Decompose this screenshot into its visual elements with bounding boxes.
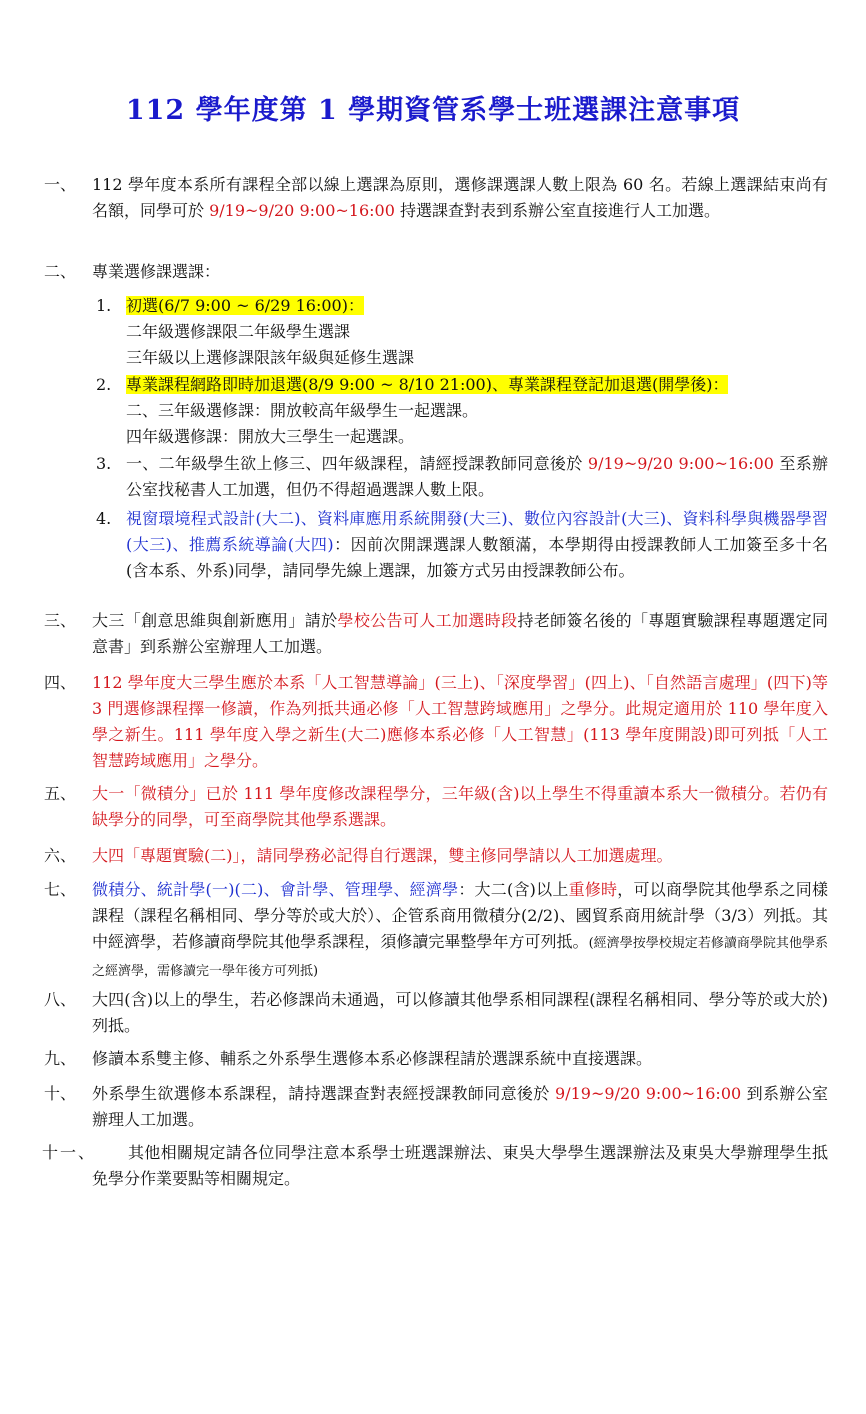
sub-number: 4. xyxy=(96,509,112,528)
date-range: 9/19~9/20 9:00~16:00 xyxy=(555,1084,742,1103)
course-list: 視窗環境程式設計(大二)、資料庫應用系統開發(大三)、數位內容設計(大三)、資料科學與機器學習(大三)、推薦系統導論(大四) xyxy=(126,509,828,554)
page-title: 112 學年度第 1 學期資管系學士班選課注意事項 xyxy=(125,95,741,126)
section-text xyxy=(92,877,828,985)
section-marker: 五、 xyxy=(44,784,77,803)
text-segment: 其他相關規定請各位同學注意本系學士班選課辦法、東吳大學學生選課辦法及東吳大學辦理學生抵免學分作業要點等相關規定。 xyxy=(92,1143,828,1188)
sub-number: 2. xyxy=(96,375,112,394)
section-text: 專業選修課選課： xyxy=(92,262,221,281)
section-text xyxy=(92,987,828,1039)
section-marker: 四、 xyxy=(44,673,77,692)
section-text xyxy=(92,1140,828,1192)
text-segment: ：因前次開課選課人數額滿，本學期得由授課教師人工加簽至多十名(含本系、外系)同學，請同學先線上選課，加簽方式另由授課教師公布。 xyxy=(126,535,828,580)
section-text xyxy=(92,1081,828,1133)
text-segment: 112 學年度本系所有課程全部以線上選課為原則，選修課選課人數上限為 60 名。若線上選課結束尚有名額，同學可於 xyxy=(92,175,828,220)
text-segment: 112 學年度大三學生應於本系「人工智慧導論」(三上)、「深度學習」(四上)、「自然語言處理」(四下)等 3 門選修課程擇一修讀，作為列抵共通必修「人工智慧跨域應用」之學分。此規定適用於 110 學年度入學之新生。111 學年度入學之新生(大二)應修本系必修「人工智慧」(113 學年度開設)即可列抵「人工智慧跨域應用」之學分。 xyxy=(92,673,828,770)
text-segment: 至系辦公室找秘書人工加選，但仍不得超過選課人數上限。 xyxy=(126,454,828,499)
sub-line: 四年級選修課：開放大三學生一起選課。 xyxy=(126,427,415,446)
text-segment: 大一「微積分」已於 111 學年度修改課程學分，三年級(含)以上學生不得重讀本系大一微積分。若仍有缺學分的同學，可至商學院其他學系選課。 xyxy=(92,784,828,829)
section-text xyxy=(92,843,828,869)
sub-number: 1. xyxy=(96,296,112,315)
highlighted-heading: 專業課程網路即時加退選(8/9 9:00 ~ 8/10 21:00)、專業課程登記加退選(開學後)： xyxy=(126,375,729,394)
section-marker: 六、 xyxy=(44,846,77,865)
date-range: 9/19~9/20 9:00~16:00 xyxy=(209,201,395,220)
text-segment: 外系學生欲選修本系課程，請持選課查對表經授課教師同意後於 xyxy=(92,1084,556,1103)
highlighted-heading: 初選(6/7 9:00 ~ 6/29 16:00)： xyxy=(126,296,364,315)
course-list: 微積分、統計學(一)(二)、會計學、管理學、經濟學 xyxy=(92,880,459,899)
date-range: 9/19~9/20 9:00~16:00 xyxy=(587,454,774,473)
section-marker: 十、 xyxy=(44,1084,77,1103)
text-segment: ：大二(含)以上 xyxy=(458,880,569,899)
text-segment: 大四「專題實驗(二)」，請同學務必記得自行選課，雙主修同學請以人工加選處理。 xyxy=(92,846,673,865)
section-text xyxy=(92,781,828,833)
section-marker: 一、 xyxy=(44,175,77,194)
section-marker: 十一、 xyxy=(42,1143,97,1162)
text-segment: 持選課查對表到系辦公室直接進行人工加選。 xyxy=(394,201,720,220)
section-text xyxy=(92,1046,828,1072)
sub-line: 二、三年級選修課：開放較高年級學生一起選課。 xyxy=(126,401,479,420)
sub-text xyxy=(126,506,828,584)
text-segment: 大三「創意思維與創新應用」請於 xyxy=(92,611,338,630)
highlight-text: 學校公告可人工加選時段 xyxy=(337,611,518,630)
sub-line: 二年級選修課限二年級學生選課 xyxy=(126,322,351,341)
section-marker: 三、 xyxy=(44,611,77,630)
highlight-text: 重修時 xyxy=(568,880,618,899)
section-text xyxy=(92,172,828,224)
sub-text xyxy=(126,372,828,450)
text-segment: 到系辦公室辦理人工加選。 xyxy=(92,1084,828,1129)
text-segment: ，可以商學院其他學系之同樣課程（課程名稱相同、學分等於或大於）、企管系商用微積分(2/2)、國貿系商用統計學（3/3）列抵。其中經濟學，若修讀商學院其他學系課程，須修讀完畢整學年方可列抵。 xyxy=(92,880,828,951)
sub-line: 三年級以上選修課限該年級與延修生選課 xyxy=(126,348,415,367)
section-text xyxy=(92,608,828,660)
section-marker: 二、 xyxy=(44,262,77,281)
sub-text xyxy=(126,293,828,371)
text-segment: 一、二年級學生欲上修三、四年級課程，請經授課教師同意後於 xyxy=(126,454,588,473)
text-segment: 修讀本系雙主修、輔系之外系學生選修本系必修課程請於選課系統中直接選課。 xyxy=(92,1049,653,1068)
section-marker: 八、 xyxy=(44,990,77,1009)
sub-number: 3. xyxy=(96,454,112,473)
text-segment: 大四(含)以上的學生，若必修課尚未通過，可以修讀其他學系相同課程(課程名稱相同、學分等於或大於)列抵。 xyxy=(92,990,828,1035)
section-text xyxy=(92,670,828,774)
footnote-text: (經濟學按學校規定若修讀商學院其他學系之經濟學，需修讀完一學年後方可列抵) xyxy=(92,936,828,979)
sub-text xyxy=(126,451,828,503)
section-marker: 七、 xyxy=(44,880,77,899)
text-segment: 持老師簽名後的「專題實驗課程專題選定同意書」到系辦公室辦理人工加選。 xyxy=(92,611,828,656)
section-marker: 九、 xyxy=(44,1049,77,1068)
